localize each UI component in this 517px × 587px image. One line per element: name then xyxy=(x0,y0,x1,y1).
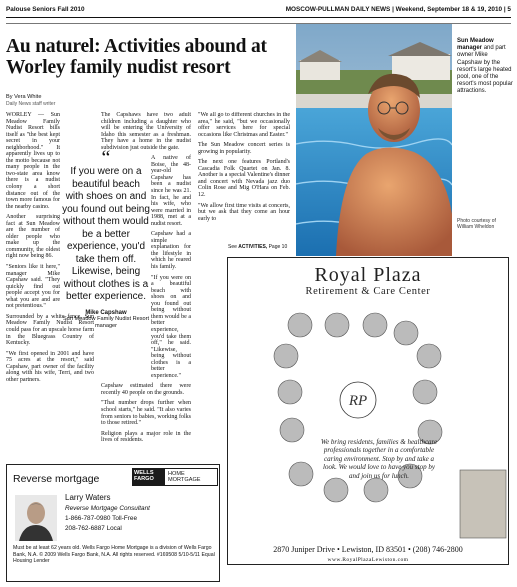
paragraph: "We first opened in 2001 and have 75 acres at the resort," said Capshaw, part owner of the facility along with his wife, Terri, and two other partners. xyxy=(6,350,94,383)
byline-role: Daily News staff writer xyxy=(6,101,56,107)
pull-quote-text: If you were on a beautiful beach with shoes on and you found out being without them would be a better experience, you'd take them off. Likewise, being without clothes is a better experience. xyxy=(62,166,150,302)
fine-print: Must be at least 62 years old. Wells Fargo Home Mortgage is a division of Wells Fargo Bank, N.A. © 2009 Wells Fargo Bank, N.A. All rights reserved. #169508 5/10-5/11 Equal Housing Lender xyxy=(13,545,215,565)
logo-right xyxy=(164,468,218,486)
logo-left xyxy=(132,468,164,486)
consultant-name: Larry Waters xyxy=(65,493,111,502)
logo-text: FARGO xyxy=(134,476,154,483)
ad-subtitle: Retirement & Care Center xyxy=(305,286,431,297)
header-rule xyxy=(6,17,511,18)
consultant-photo xyxy=(15,495,57,541)
byline-name: By Vera White xyxy=(6,94,42,100)
byline xyxy=(6,94,55,108)
caption-lead: Sun Meadow manager xyxy=(457,38,494,52)
royal-plaza-ad[interactable] xyxy=(227,257,509,565)
paper-dateline: MOSCOW-PULLMAN DAILY NEWS | Weekend, September 18 & 19, 2010 | 5 xyxy=(285,6,511,13)
photo-credit: Photo courtesy of William Wheldon xyxy=(457,218,496,231)
photo-illustration xyxy=(296,24,452,256)
see-also-link[interactable]: ACTIVITIES, xyxy=(238,244,268,250)
page-header xyxy=(6,4,511,18)
consultant-role: Reverse Mortgage Consultant xyxy=(65,505,150,512)
ad-message-text: We bring residents, families & healthcare professionals together in a comfortable caring environment. Stop by and take a look. We would love to have you stop by and join us for lunch. xyxy=(320,438,438,480)
pull-quote-name: Mike Capshaw xyxy=(85,309,127,316)
paragraph: Another surprising fact at Sun Meadow are the number of older people who make up the community, the oldest right now being 86. xyxy=(6,214,60,260)
quote-mark-icon: “ xyxy=(101,147,111,169)
ad-message xyxy=(320,438,438,480)
paragraph: "That number drops further when school starts," he said. "It also varies from seniors to babies, working folks to those retired." xyxy=(101,400,191,427)
phone-local[interactable]: 208-762-6887 Local xyxy=(65,525,122,532)
paragraph: Capshaw estimated there were recently 40 people on the grounds. xyxy=(101,383,191,396)
logo-text: WELLS xyxy=(134,470,154,476)
logo-text: MORTGAGE xyxy=(168,477,201,484)
wells-fargo-logo xyxy=(132,468,218,486)
pull-quote-role: Sun Meadow Family Nudist Resort manager xyxy=(62,315,150,329)
see-also-page: Page 10 xyxy=(268,244,288,250)
paragraph: Religion plays a major role in the lives of residents. xyxy=(101,430,191,444)
article-headline: Au naturel: Activities abound at Worley family nudist resort xyxy=(6,36,267,78)
ad-website[interactable]: www.RoyalPlazaLewiston.com xyxy=(327,557,409,563)
section-name: Palouse Seniors Fall 2010 xyxy=(6,6,85,13)
wells-fargo-ad[interactable] xyxy=(6,464,220,582)
staff-photo xyxy=(460,470,506,538)
article-column-2 xyxy=(101,112,191,460)
paragraph: "If you were on a beautiful beach with shoes on and you found out being without them would be a better experience, you'd take them off," he said. "Likewise, being without clothes is a better experience." xyxy=(151,274,191,379)
rp-monogram-text: RP xyxy=(348,393,368,409)
paragraph: The next one features Portland's Cascadia Folk Quartet on Jan. 8. Another is a special Valentine's dinner and concert with Nevada jazz duo Colin Rose and Mig O'Hara on Feb. 12. xyxy=(198,159,290,199)
paragraph: A native of Boise, the 48-year-old Capshaw has been a nudist since he was 21. In fact, he and his wife, who were married in 1988, met at a nudist resort. xyxy=(151,155,191,227)
article-column-3 xyxy=(198,112,290,240)
phone-tollfree[interactable]: 1-866-787-0980 Toll-Free xyxy=(65,515,137,522)
ad-title: Royal Plaza xyxy=(314,264,422,286)
photo-caption xyxy=(457,38,513,96)
paragraph: The Sun Meadow concert series is growing in popularity. xyxy=(198,142,290,155)
paragraph: Capshaw had a simple explanation for the lifestyle in which he reared his family. xyxy=(151,231,191,271)
staff-collage xyxy=(228,300,509,550)
paragraph: "We all go to different churches in the area," he said, "but we occasionally offer services here for special occasions like Christmas and Easter." xyxy=(198,112,290,138)
ad-address: 2870 Juniper Drive • Lewiston, ID 83501 • (208) 746-2800 xyxy=(273,545,463,554)
paragraph: The Capshaws have two adult children including a daughter who will be entering the University of Idaho this semester as a freshman. They have a home in the nudist subdivision just outside the gate. xyxy=(101,112,191,151)
paragraph: "We allow first time visits at concerts, but we ask that they come an hour early to xyxy=(198,202,290,222)
ad-title: Reverse mortgage xyxy=(13,473,100,485)
pool-photo xyxy=(296,24,452,256)
see-also-jump[interactable] xyxy=(228,244,287,250)
paragraph: WORLEY — Sun Meadow Family Nudist Resort bills itself as "the best kept secret in your neighborhood." It apparently lives up to the motto because not many people in the two-state area know there is a nudist colony a short distance out of the town more famous for the nearby casino. xyxy=(6,112,60,210)
paragraph: "Seniors like it here," manager Mike Capshaw said. "They quickly find out people accept you for what you are and are not pretentious." xyxy=(6,264,60,310)
logo-text: HOME xyxy=(168,471,185,477)
see-also-prefix: See xyxy=(228,244,237,250)
caption-text: and part owner Mike Capshaw by the resort's large heated pool, one of the resort's most popular attractions. xyxy=(457,45,513,95)
paragraph: Surrounded by a white fence, Sun Meadow Family Nudist Resort could pass for an upscale horse farm in the Bluegrass Country of Kentucky. xyxy=(6,313,94,347)
